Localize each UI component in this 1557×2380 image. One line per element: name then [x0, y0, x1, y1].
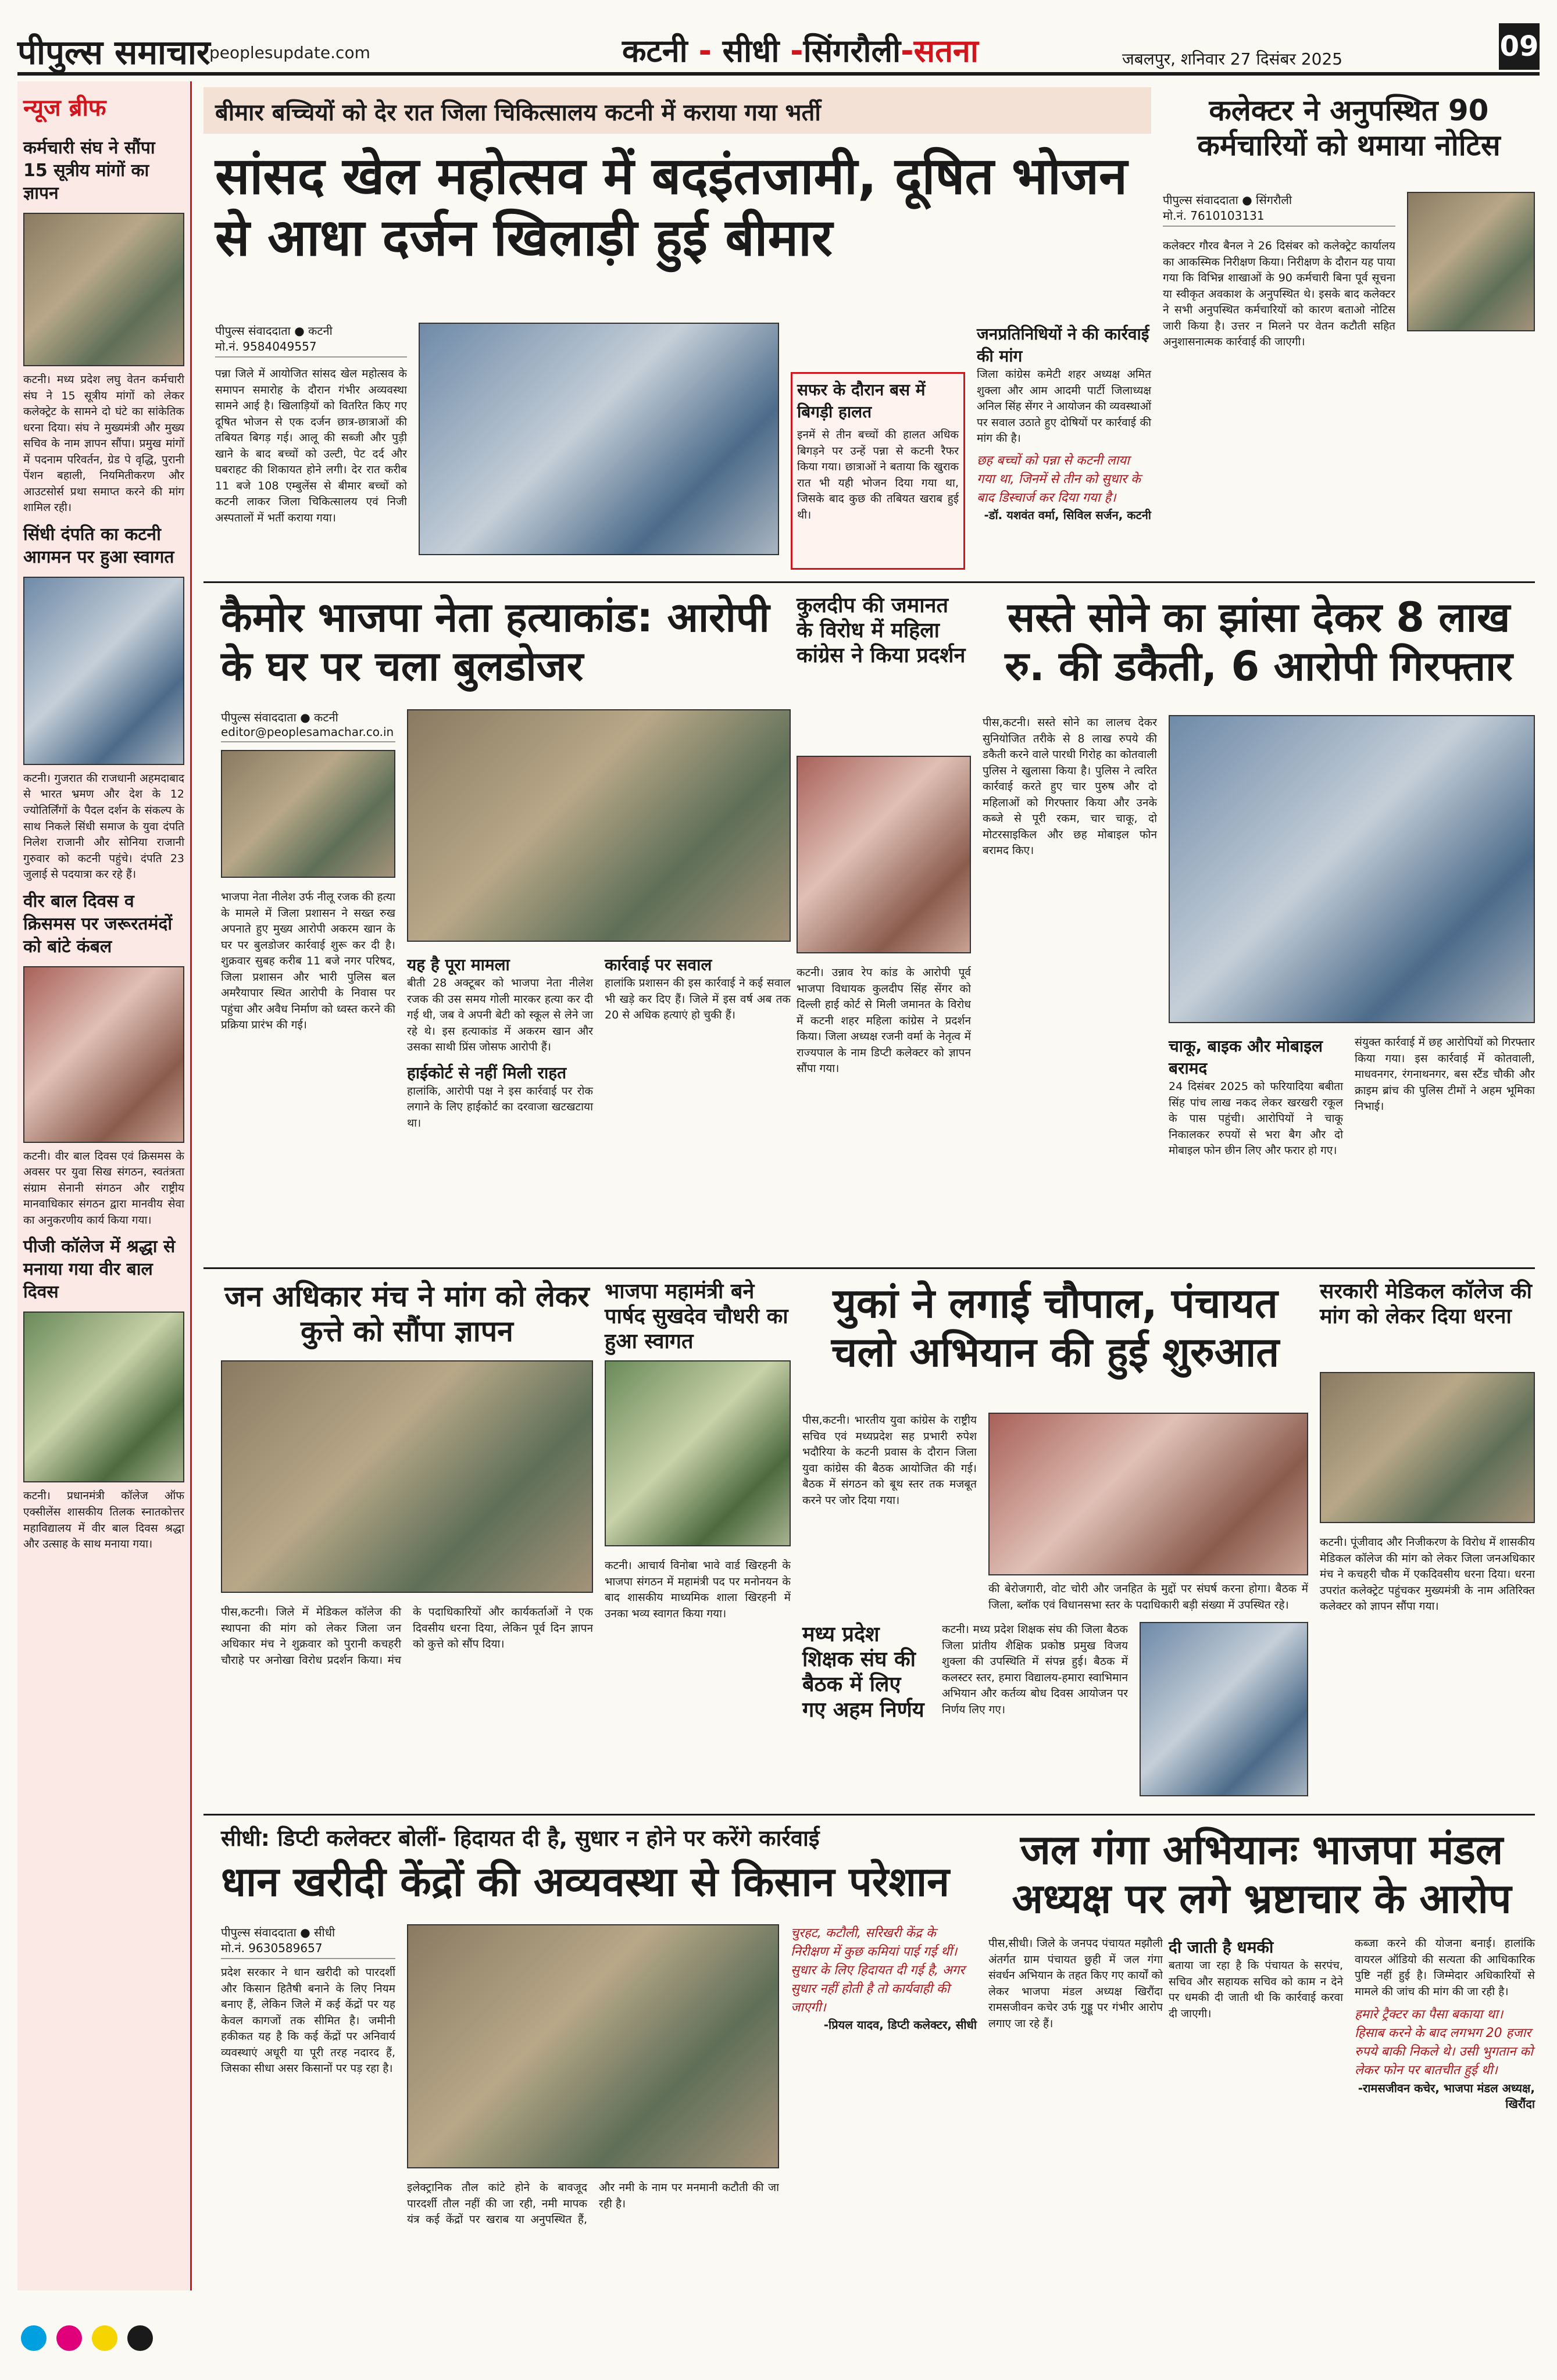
bulldozer-sub1: यह है पूरा मामला	[407, 955, 510, 974]
brief-head-2: सिंधी दंपति का कटनी आगमन पर हुआ स्वागत	[23, 524, 174, 567]
bjp-body: कटनी। आचार्य विनोबा भावे वार्ड खिरहनी के भाजपा संगठन में महामंत्री पद पर मनोनयन के बाद शासकीय माध्यमिक शाला खिरहनी में उनका भव्य स्वागत किया गया।	[605, 1559, 791, 1620]
page-number: 09	[1499, 23, 1540, 70]
teacher-headline[interactable]: मध्य प्रदेश शिक्षक संघ की बैठक में लिए गए अहम निर्णय	[802, 1623, 924, 1722]
lead-side-title: जनप्रतिनिधियों ने की कार्रवाई की मांग	[977, 324, 1149, 366]
lead-box-title: सफर के दौरान बस में बिगड़ी हालत	[797, 380, 926, 421]
lead-body: पन्ना जिले में आयोजित सांसद खेल महोत्सव के समापन समारोह के दौरान गंभीर अव्यवस्था सामने आई है। खिलाड़ियों को वितरित किए गए दूषित भोजन से एक दर्जन छात्र-छात्राओं की तबियत बिगड़ गई। आलू की सब्जी और पुड़ी खाने के बाद बच्चों को उल्टी, पेट दर्द और घबराहट की शिकायत होने लगी। देर रात करीब 11 बजे 108 एम्बुलेंस से बीमार बच्चों को कटनी लाकर जिला चिकित्सालय एवं निजी अस्पतालों में भर्ती कराया गया।	[215, 367, 407, 524]
brand-logo[interactable]: पीपुल्स समाचार	[17, 33, 210, 72]
row-divider-3	[203, 1814, 1535, 1816]
dog-photo	[221, 1360, 593, 1593]
gold-body: पीस,कटनी। सस्ते सोने का लालच देकर सुनियोजित तरीके से 8 लाख रुपये की डकैती करने वाले पारधी गिरोह का कोतवाली पुलिस ने खुलासा किया है। पुलिस ने त्वरित कार्रवाई करते हुए चार पुरुष और दो महिलाओं को गिरफ्तार किया और उनके कब्जे से पूरी रकम, चार चाकू, दो मोटरसाइकिल और छह मोबाइल फोन बरामद किए।	[983, 716, 1157, 857]
gold-sub-col	[1169, 1035, 1343, 1256]
congress-photo	[797, 756, 971, 953]
dhan-body: प्रदेश सरकार ने धान खरीदी को पारदर्शी और किसान हितैषी बनाने के लिए नियम बनाए हैं, लेकिन जिले में कई केंद्रों पर यह केवल कागजों तक सीमित है। जमीनी हकीकत यह है कि कई केंद्रों पर अनिवार्य व्यवस्थाएं अधूरी या पूरी तरह नदारद हैं, जिसका सीधा असर किसानों पर पड़ रहा है।	[221, 1966, 395, 2075]
bulldozer-sub3-text: हालांकि प्रशासन की इस कार्रवाई ने कई सवाल भी खड़े कर दिए हैं। जिले में इस वर्ष अब तक 20 से अधिक हत्याएं हो चुकी हैं।	[605, 977, 791, 1022]
lead-mobile: मो.नं. 9584049557	[215, 340, 317, 353]
dhan-quote-col	[791, 1924, 977, 2302]
bjp-headline[interactable]: भाजपा महामंत्री बने पार्षद सुखदेव चौधरी का हुआ स्वागत	[605, 1280, 788, 1354]
bulldozer-photo	[407, 709, 791, 942]
dog-body: पीस,कटनी। जिले में मेडिकल कॉलेज की स्थापना की मांग को लेकर जिला जन अधिकार मंच ने शुक्रवार को पुरानी कचहरी चौराहे पर अनोखा विरोध प्रदर्शन किया। मंच के पदाधिकारियों और कार्यकर्ताओं ने एक दिवसीय धरना दिया, लेकिन पूर्व दिन ज्ञापन को कुत्ते को सौंप दिया।	[221, 1606, 593, 1667]
bulldozer-photo-small	[221, 750, 395, 878]
jal-quote-by: -रामसजीवन कचेर, भाजपा मंडल अध्यक्ष, खिरौंदा	[1358, 2081, 1535, 2111]
chaupal-side: की बेरोजगारी, वोट चोरी और जनहित के मुद्दों पर संघर्ष करना होगा। बैठक में जिला, ब्लॉक एवं विधानसभा स्तर के पदाधिकारी बड़ी संख्या में उपस्थित रहे।	[988, 1582, 1308, 1611]
collector-byline	[1163, 192, 1395, 227]
dhan-headline[interactable]: धान खरीदी केंद्रों की अव्यवस्था से किसान परेशान	[221, 1858, 949, 1906]
edition-part-3: सिंगरौली	[803, 33, 901, 69]
gold-sub-text: 24 दिसंबर 2025 को फरियादिया बबीता सिंह पांच लाख नकद लेकर खरखरी रकूल के पास पहुंची। आरोपियों ने चाकू निकालकर रुपयों से भरा बैग और दो मोबाइल फोन छीन लिए और फरार हो गए।	[1169, 1080, 1343, 1157]
jal-sub: दी जाती है धमकी	[1169, 1938, 1274, 1957]
gold-headline[interactable]: सस्ते सोने का झांसा देकर 8 लाख रु. की डकैती, 6 आरोपी गिरफ्तार	[1005, 594, 1513, 690]
teacher-body: कटनी। मध्य प्रदेश शिक्षक संघ की जिला बैठक जिला प्रांतीय शैक्षिक प्रकोष्ठ प्रमुख विजय शुक्ला की उपस्थिति में संपन्न हुई। बैठक में कलस्टर स्तर, हमारा विद्यालय-हमारा स्वाभिमान अभियान और कर्तव्य बोध दिवस आयोजन पर निर्णय लिए गए।	[942, 1623, 1128, 1716]
dhan-quote-by: -प्रियल यादव, डिप्टी कलेक्टर, सीधी	[823, 2018, 977, 2032]
edition-part-1: कटनी	[622, 33, 688, 69]
collector-mobile: मो.नं. 7610103131	[1163, 209, 1265, 223]
bjp-photo	[605, 1360, 791, 1546]
lead-headline[interactable]: सांसद खेल महोत्सव में बदइंतजामी, दूषित भोजन से आधा दर्जन खिलाड़ी हुई बीमार	[215, 146, 1127, 267]
brief-photo-2	[23, 577, 184, 765]
dhan-quote: चुरहट, कटौली, सरिखरी केंद्र के निरीक्षण में कुछ कमियां पाई गई थीं। सुधार के लिए हिदायत दी गई है, अगर सुधार नहीं होती है तो कार्यवाही की जाएगी।	[791, 1926, 965, 2015]
gold-sub: चाकू, बाइक और मोबाइल बरामद	[1169, 1037, 1323, 1078]
jal-side: कब्जा करने की योजना बनाई। हालांकि वायरल ऑडियो की सत्यता की आधिकारिक पुष्टि नहीं हुई है। जिम्मेदार अधिकारियों से मामले की जांच की मांग की जा रही है।	[1355, 1937, 1535, 1998]
lead-box	[791, 372, 965, 570]
lead-kicker-bar	[203, 87, 1151, 134]
yellow-dot	[92, 2325, 117, 2351]
bulldozer-body: भाजपा नेता नीलेश उर्फ नीलू रजक की हत्या के मामले में जिला प्रशासन ने सख्त रुख अपनाते हुए मुख्य आरोपी अकरम खान के घर पर बुलडोजर कार्रवाई शुरू कर दी है। शुक्रवार सुबह करीब 11 बजे नगर परिषद, जिला प्रशासन और भारी पुलिस बल अमरैयापार स्थित आरोपी के निवास पर पहुंचा और अवैध निर्माण को ध्वस्त करने की प्रक्रिया प्रारंभ की गई।	[221, 891, 395, 1032]
black-dot	[127, 2325, 153, 2351]
brief-photo-1	[23, 213, 184, 366]
collector-byline-name: पीपुल्स संवाददाता ● सिंगरौली	[1163, 193, 1292, 207]
congress-headline[interactable]: कुलदीप की जमानत के विरोध में महिला कांग्रेस ने किया प्रदर्शन	[797, 594, 966, 668]
lead-kicker: बीमार बच्चियों को देर रात जिला चिकित्सालय कटनी में कराया गया भर्ती	[215, 99, 821, 126]
cyan-dot	[21, 2325, 47, 2351]
bulldozer-email[interactable]: editor@peoplesamachar.co.in	[221, 725, 394, 739]
medical-headline[interactable]: सरकारी मेडिकल कॉलेज की मांग को लेकर दिया धरना	[1320, 1280, 1532, 1329]
jal-body: पीस,सीधी। जिले के जनपद पंचायत मझौली अंतर्गत ग्राम पंचायत छुही में जल गंगा संवर्धन अभियान के तहत किए गए कार्यों को लेकर भाजपा मंडल अध्यक्ष खिरौंदा रामसजीवन कचेर उर्फ गुड्डू पर गंभीर आरोप लगाए जा रहे हैं।	[988, 1937, 1163, 2030]
edition-part-2: सीधी	[722, 33, 780, 69]
bulldozer-byline	[221, 709, 395, 742]
jal-side-col	[1355, 1936, 1535, 2302]
dhan-byline	[221, 1924, 395, 1959]
chaupal-body: पीस,कटनी। भारतीय युवा कांग्रेस के राष्ट्रीय सचिव एवं मध्यप्रदेश सह प्रभारी रुपेश भदौरिया के कटनी प्रवास के दौरान जिला युवा कांग्रेस की बैठक आयोजित की गई। बैठक में संगठन को बूथ स्तर तक मजबूत करने पर जोर दिया गया।	[802, 1414, 977, 1507]
brief-text-1: कटनी। मध्य प्रदेश लघु वेतन कर्मचारी संघ ने 15 सूत्रीय मांगों को लेकर कलेक्ट्रेट के सामने दो घंटे का सांकेतिक धरना दिया। संघ ने मुख्यमंत्री और मुख्य सचिव के नाम ज्ञापन सौंपा। प्रमुख मांगों में पदनाम परिवर्तन, ग्रेड पे वृद्धि, पुरानी पेंशन बहाली, नियमितीकरण और आउटसोर्स प्रथा समाप्त करने की मांग शामिल रही।	[23, 373, 184, 514]
brief-text-4: कटनी। प्रधानमंत्री कॉलेज ऑफ एक्सीलेंस शासकीय तिलक स्नातकोत्तर महाविद्यालय में वीर बाल दिवस श्रद्धा और उत्साह के साथ मनाया गया।	[23, 1489, 184, 1551]
lead-quote-by: -डॉ. यशवंत वर्मा, सिविल सर्जन, कटनी	[984, 508, 1151, 523]
lead-byline-name: पीपुल्स संवाददाता ● कटनी	[215, 324, 333, 338]
dhan-mobile: मो.नं. 9630589657	[221, 1941, 323, 1955]
lead-side	[977, 323, 1151, 573]
collector-headline[interactable]: कलेक्टर ने अनुपस्थित 90 कर्मचारियों को थमाया नोटिस	[1197, 94, 1501, 162]
bulldozer-sub1-text: बीती 28 अक्टूबर को भाजपा नेता नीलेश रजक की उस समय गोली मारकर हत्या कर दी गई थी, जब वे अपनी बेटी को स्कूल से लेने जा रहे थे। इस हत्याकांड में अकरम खान और उसका साथी प्रिंस जोसफ आरोपी हैं।	[407, 977, 593, 1054]
edition-sep-2: -	[779, 33, 804, 69]
lead-side-text: जिला कांग्रेस कमेटी शहर अध्यक्ष अमित शुक्ला और आम आदमी पार्टी जिलाध्यक्ष अनिल सिंह सेंगर ने आयोजन की व्यवस्थाओं पर सवाल उठाते हुए दोषियों पर कार्रवाई की मांग की है।	[977, 368, 1151, 445]
news-brief-label: न्यूज ब्रीफ	[23, 95, 106, 121]
brief-text-3: कटनी। वीर बाल दिवस एवं क्रिसमस के अवसर पर युवा सिख संगठन, स्वतंत्रता संग्राम सेनानी संगठन और राष्ट्रीय मानवाधिकार संगठन द्वारा मानवीय सेवा का अनुकरणीय कार्य किया गया।	[23, 1149, 184, 1227]
medical-body: कटनी। पूंजीवाद और निजीकरण के विरोध में शासकीय मेडिकल कॉलेज की मांग को लेकर जिला जनअधिकार मंच ने कचहरी चौक में एकदिवसीय धरना दिया। धरना उपरांत कलेक्ट्रेट पहुंचकर मुख्यमंत्री के नाम अतिरिक्त कलेक्टर को ज्ञापन सौंपा गया।	[1320, 1536, 1535, 1613]
bulldozer-sub3: कार्रवाई पर सवाल	[605, 955, 712, 974]
dhan-kicker: सीधी: डिप्टी कलेक्टर बोलीं- हिदायत दी है, सुधार न होने पर करेंगे कार्रवाई	[221, 1825, 820, 1851]
bulldozer-sub2: हाईकोर्ट से नहीं मिली राहत	[407, 1063, 567, 1082]
brief-text-2: कटनी। गुजरात की राजधानी अहमदाबाद से भारत भ्रमण और देश के 12 ज्योतिर्लिंगों के पैदल दर्शन के संकल्प के साथ निकले सिंधी समाज के युवा दंपति निलेश राजानी और सोनिया राजानी गुरुवार को कटनी पहुंचे। दंपति 23 जुलाई से पदयात्रा कर रहे हैं।	[23, 771, 184, 881]
brief-photo-4	[23, 1311, 184, 1482]
dhan-byline-name: पीपुल्स संवाददाता ● सीधी	[221, 1925, 335, 1939]
lead-byline	[215, 323, 407, 358]
dog-headline[interactable]: जन अधिकार मंच ने मांग को लेकर कुत्ते को सौंपा ज्ञापन	[224, 1280, 590, 1348]
dhan-body-2: इलेक्ट्रानिक तौल कांटे होने के बावजूद पारदर्शी तौल नहीं की जा रही, नमी मापक यंत्र कई केंद्रों पर खराब या अनुपस्थित हैं, और नमी के नाम पर मनमानी कटौती की जा रही है।	[407, 2181, 779, 2227]
jal-sub-col	[1169, 1936, 1343, 2302]
brief-head-3: वीर बाल दिवस व क्रिसमस पर जरूरतमंदों को बांटे कंबल	[23, 891, 173, 957]
edition-sep-1: -	[687, 33, 723, 69]
edition-sep-3: -	[901, 33, 914, 69]
collector-photo	[1407, 192, 1535, 331]
bulldozer-byline-name: पीपुल्स संवाददाता ● कटनी	[221, 710, 338, 724]
dateline: जबलपुर, शनिवार 27 दिसंबर 2025	[1122, 49, 1343, 69]
brief-head-4: पीजी कॉलेज में श्रद्धा से मनाया गया वीर बाल दिवस	[23, 1237, 176, 1303]
registration-marks	[17, 2320, 1540, 2360]
bulldozer-sub-col-2	[605, 953, 791, 1256]
collector-body: कलेक्टर गौरव बैनल ने 26 दिसंबर को कलेक्ट्रेट कार्यालय का आकस्मिक निरीक्षण किया। निरीक्षण के दौरान यह पाया गया कि विभिन्न शाखाओं के 90 कर्मचारी बिना पूर्व सूचना या स्वीकृत अवकाश के अनुपस्थित थे। इसके बाद कलेक्टर ने सभी अनुपस्थित कर्मचारियों को कारण बताओ नोटिस जारी किया है। उत्तर न मिलने पर वेतन कटौती सहित अनुशासनात्मक कार्रवाई की जाएगी।	[1163, 240, 1395, 349]
jal-headline[interactable]: जल गंगा अभियानः भाजपा मंडल अध्यक्ष पर लगे भ्रष्टाचार के आरोप	[1012, 1826, 1512, 1922]
magenta-dot	[56, 2325, 82, 2351]
lead-box-text: इनमें से तीन बच्चों की हालत अधिक बिगड़ने पर उन्हें पन्ना से कटनी रैफर किया गया। छात्राओं ने बताया कि खुराक रात भी यही भोजन दिया गया था, जिसके बाद कुछ की तबियत खराब हुई थी।	[797, 428, 959, 521]
bulldozer-sub-col	[407, 953, 593, 1256]
medical-photo	[1320, 1372, 1535, 1523]
lead-quote: छह बच्चों को पन्ना से कटनी लाया गया था, जिनमें से तीन को सुधार के बाद डिस्चार्ज कर दिया गया है।	[977, 453, 1141, 505]
row-divider-2	[203, 1267, 1535, 1269]
jal-sub-text: बताया जा रहा है कि पंचायत के सरपंच, सचिव और सहायक सचिव को काम न देने पर धमकी दी जाती थी कि कार्रवाई करवा दी जाएगी।	[1169, 1959, 1343, 2020]
bulldozer-headline[interactable]: कैमोर भाजपा नेता हत्याकांड: आरोपी के घर पर चला बुलडोजर	[221, 594, 770, 690]
chaupal-photo	[988, 1413, 1308, 1575]
chaupal-headline[interactable]: युकां ने लगाई चौपाल, पंचायत चलो अभियान की हुई शुरुआत	[831, 1280, 1280, 1376]
edition-title	[622, 28, 979, 71]
brief-head-1: कर्मचारी संघ ने सौंपा 15 सूत्रीय मांगों का ज्ञापन	[23, 138, 155, 203]
bulldozer-sub2-text: हालांकि, आरोपी पक्ष ने इस कार्रवाई पर रोक लगाने के लिए हाईकोर्ट का दरवाजा खटखटाया था।	[407, 1084, 593, 1130]
jal-quote: हमारे ट्रैक्टर का पैसा बकाया था। हिसाब करने के बाद लगभग 20 हजार रुपये बाकी निकले थे। उसी भुगतान को लेकर फोन पर बातचीत हुई थी।	[1355, 2007, 1533, 2078]
site-url[interactable]: peoplesupdate.com	[209, 43, 370, 62]
row-divider-1	[203, 581, 1535, 583]
gold-side: संयुक्त कार्रवाई में छह आरोपियों को गिरफ्तार किया गया। इस कार्रवाई में कोतवाली, माधवनगर, रंगनाथनगर, बस स्टैंड चौकी और क्राइम ब्रांच की पुलिस टीमों ने अहम भूमिका निभाई।	[1355, 1036, 1535, 1113]
masthead	[17, 17, 1540, 76]
dhan-photo	[407, 1924, 779, 2168]
teacher-photo	[1140, 1622, 1308, 1796]
lead-photo	[419, 323, 779, 555]
news-brief-column	[17, 81, 192, 2290]
congress-body: कटनी। उन्नाव रेप कांड के आरोपी पूर्व भाजपा विधायक कुलदीप सिंह सेंगर को दिल्ली हाई कोर्ट से मिली जमानत के विरोध में कटनी शहर महिला कांग्रेस ने प्रदर्शन किया। जिला अध्यक्ष रजनी वर्मा के नेतृत्व में राज्यपाल के नाम डिप्टी कलेक्टर को ज्ञापन सौंपा गया।	[797, 966, 971, 1075]
gold-photo	[1169, 715, 1535, 1023]
edition-part-4: सतना	[913, 33, 979, 69]
brief-photo-3	[23, 966, 184, 1143]
